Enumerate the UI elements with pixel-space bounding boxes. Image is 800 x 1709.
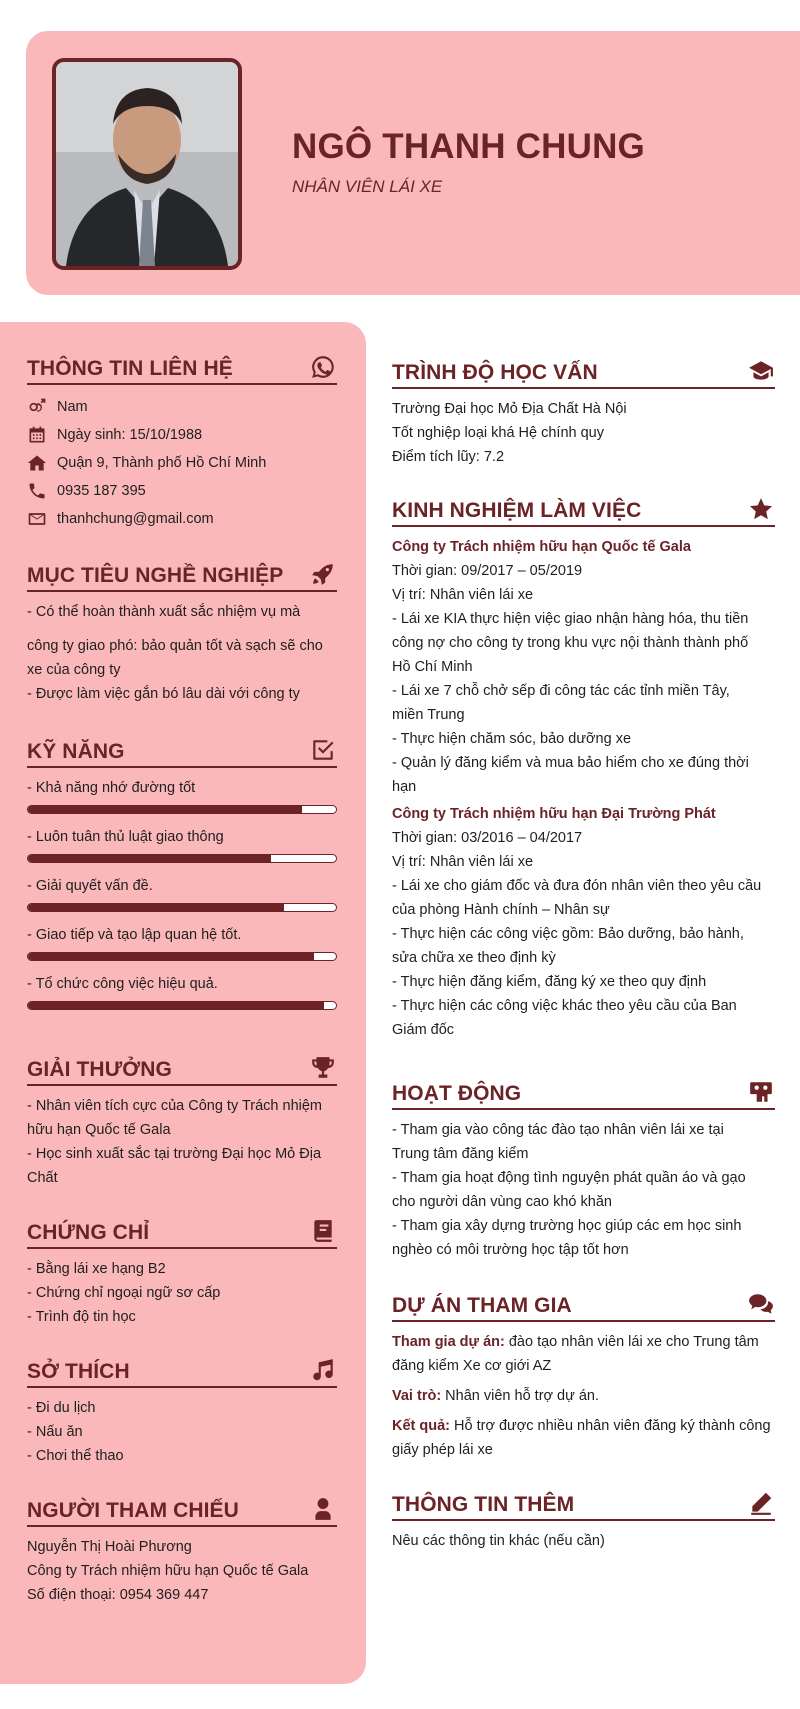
hobby-line: - Chơi thể thao <box>27 1448 124 1464</box>
objective-line: công ty giao phó: bảo quản tốt và sạch sẽ cho xe của công ty <box>27 638 323 678</box>
skill-level-fill <box>28 953 314 960</box>
skill-item <box>27 923 337 961</box>
birthday-text: Ngày sinh: 15/10/1988 <box>57 427 203 443</box>
awards-heading <box>27 1050 337 1086</box>
star-icon <box>747 495 775 523</box>
job-company: Công ty Trách nhiệm hữu hạn Đại Trường Phát <box>392 806 716 822</box>
contact-section <box>27 349 337 533</box>
experience-title: KINH NGHIỆM LÀM VIỆC <box>392 499 642 522</box>
email-text: thanhchung@gmail.com <box>57 511 214 527</box>
certificates-section <box>27 1213 337 1329</box>
phone-icon <box>27 481 53 501</box>
candidate-job-title: NHÂN VIÊN LÁI XE <box>292 177 443 196</box>
reference-line: Công ty Trách nhiệm hữu hạn Quốc tế Gala <box>27 1563 309 1579</box>
skill-level-bar <box>27 805 337 814</box>
skill-item <box>27 874 337 912</box>
experience-section <box>392 491 775 1042</box>
skills-title: KỸ NĂNG <box>27 740 125 763</box>
skill-level-bar <box>27 952 337 961</box>
awards-line: Chất <box>27 1170 58 1186</box>
job-duty-line: - Thực hiện các công việc khác theo yêu cầu của Ban <box>392 998 737 1014</box>
job-company: Công ty Trách nhiệm hữu hạn Quốc tế Gala <box>392 539 691 555</box>
awards-line: - Học sinh xuất sắc tại trường Đại học Mỏ Địa <box>27 1146 322 1162</box>
education-section <box>392 353 775 469</box>
certificate-line: - Chứng chỉ ngoại ngữ sơ cấp <box>27 1285 221 1301</box>
trophy-icon <box>309 1054 337 1082</box>
extra-info-title: THÔNG TIN THÊM <box>392 1493 575 1516</box>
job-position: Vị trí: Nhân viên lái xe <box>392 587 534 603</box>
activity-line: - Tham gia hoạt động tình nguyện phát quần áo và gạo <box>392 1170 746 1186</box>
job-duty-line: Giám đốc <box>392 1022 455 1038</box>
skill-level-bar <box>27 903 337 912</box>
contact-email <box>27 505 337 533</box>
contact-birthday <box>27 421 337 449</box>
reference-section <box>27 1491 337 1607</box>
result-label: Kết quả: <box>392 1418 450 1434</box>
skills-heading <box>27 732 337 768</box>
profile-photo <box>52 58 242 270</box>
people-icon <box>747 1078 775 1106</box>
activities-heading <box>392 1074 775 1110</box>
certificates-title: CHỨNG CHỈ <box>27 1221 150 1244</box>
awards-line: hữu hạn Quốc tế Gala <box>27 1122 171 1138</box>
music-icon <box>309 1356 337 1384</box>
profile-photo-image <box>56 62 238 266</box>
extra-info-heading <box>392 1485 775 1521</box>
certificates-heading <box>27 1213 337 1249</box>
skill-name: - Tổ chức công việc hiệu quả. <box>27 976 218 992</box>
extra-info-text: Nêu các thông tin khác (nếu cần) <box>392 1533 605 1549</box>
skill-level-fill <box>28 855 271 862</box>
job-duty-line: - Thực hiện các công việc gồm: Bảo dưỡng, bảo hành, <box>392 926 744 942</box>
skill-item <box>27 825 337 863</box>
skill-name: - Giải quyết vấn đề. <box>27 878 153 894</box>
projects-title: DỰ ÁN THAM GIA <box>392 1294 572 1317</box>
project-text: đào tạo nhân viên lái xe cho Trung tâm đăng kiểm Xe cơ giới AZ <box>392 1334 759 1374</box>
contact-gender <box>27 393 337 421</box>
skill-level-fill <box>28 806 302 813</box>
objective-heading <box>27 556 337 592</box>
role-text: Nhân viên hỗ trợ dự án. <box>441 1388 600 1404</box>
calendar-icon <box>27 425 53 445</box>
address-text: Quận 9, Thành phố Hồ Chí Minh <box>57 455 267 471</box>
activity-line: cho người dân vùng cao khó khăn <box>392 1194 612 1210</box>
skill-item <box>27 776 337 814</box>
skill-level-fill <box>28 904 284 911</box>
experience-heading <box>392 491 775 527</box>
chat-bubbles-icon <box>747 1290 775 1318</box>
hobbies-title: SỞ THÍCH <box>27 1360 130 1383</box>
role-label: Vai trò: <box>392 1388 442 1404</box>
skill-level-fill <box>28 1002 324 1009</box>
hobbies-heading <box>27 1352 337 1388</box>
skill-level-bar <box>27 854 337 863</box>
pencil-icon <box>747 1489 775 1517</box>
activity-line: nghèo có môi trường học tập tốt hơn <box>392 1242 629 1258</box>
job-duty-line: hạn <box>392 779 417 795</box>
job-duty-line: - Lái xe 7 chỗ chở sếp đi công tác các tỉnh miền Tây, <box>392 683 730 699</box>
book-icon <box>309 1217 337 1245</box>
reference-line: Nguyễn Thị Hoài Phương <box>27 1539 192 1555</box>
project-label: Tham gia dự án: <box>392 1334 505 1350</box>
job-entry <box>392 802 775 1042</box>
job-duty-line: công nợ cho công ty trong khu vực nội thành thành phố <box>392 635 749 651</box>
job-entry <box>392 535 775 799</box>
phone-text: 0935 187 395 <box>57 483 146 499</box>
whatsapp-icon <box>309 353 337 381</box>
education-line: Tốt nghiệp loại khá Hệ chính quy <box>392 425 604 441</box>
contact-title: THÔNG TIN LIÊN HỆ <box>27 357 233 380</box>
objective-title: MỤC TIÊU NGHỀ NGHIỆP <box>27 564 284 587</box>
gender-text: Nam <box>57 399 88 415</box>
candidate-name: NGÔ THANH CHUNG <box>292 127 645 166</box>
job-duty-line: - Lái xe KIA thực hiện việc giao nhận hàng hóa, thu tiền <box>392 611 749 627</box>
job-duty-line: Hồ Chí Minh <box>392 659 473 675</box>
education-heading <box>392 353 775 389</box>
project-result <box>392 1414 775 1462</box>
job-duty-line: của phòng Hành chính – Nhân sự <box>392 902 610 918</box>
gender-icon <box>27 397 53 417</box>
activity-line: - Tham gia xây dựng trường học giúp các em học sinh <box>392 1218 742 1234</box>
job-time: Thời gian: 03/2016 – 04/2017 <box>392 830 583 846</box>
project-role <box>392 1384 775 1408</box>
contact-phone <box>27 477 337 505</box>
project-description <box>392 1330 775 1378</box>
activity-line: Trung tâm đăng kiểm <box>392 1146 529 1162</box>
envelope-icon <box>27 509 53 529</box>
activities-section <box>392 1074 775 1262</box>
skill-level-bar <box>27 1001 337 1010</box>
awards-line: - Nhân viên tích cực của Công ty Trách nhiệm <box>27 1098 323 1114</box>
education-line: Trường Đại học Mỏ Địa Chất Hà Nội <box>392 401 627 417</box>
hobby-line: - Nấu ăn <box>27 1424 83 1440</box>
objective-section <box>27 556 337 706</box>
job-duty-line: - Thực hiện đăng kiểm, đăng ký xe theo quy định <box>392 974 707 990</box>
awards-title: GIẢI THƯỞNG <box>27 1058 172 1081</box>
objective-line: - Có thể hoàn thành xuất sắc nhiệm vụ mà <box>27 604 301 620</box>
hobbies-section <box>27 1352 337 1468</box>
projects-heading <box>392 1286 775 1322</box>
skill-name: - Luôn tuân thủ luật giao thông <box>27 829 224 845</box>
job-duty-line: miền Trung <box>392 707 465 723</box>
skill-name: - Giao tiếp và tạo lập quan hệ tốt. <box>27 927 242 943</box>
reference-title: NGƯỜI THAM CHIẾU <box>27 1499 239 1522</box>
skills-section <box>27 732 337 1021</box>
home-icon <box>27 453 53 473</box>
job-duty-line: - Quản lý đăng kiểm và mua bảo hiểm cho xe đúng thời <box>392 755 749 771</box>
skills-list <box>27 776 337 1010</box>
certificate-line: - Trình độ tin học <box>27 1309 136 1325</box>
education-line: Điểm tích lũy: 7.2 <box>392 449 505 465</box>
result-text: Hỗ trợ được nhiều nhân viên đăng ký thành công giấy phép lái xe <box>392 1418 771 1458</box>
certificate-line: - Bằng lái xe hạng B2 <box>27 1261 166 1277</box>
header-panel <box>26 31 800 295</box>
job-time: Thời gian: 09/2017 – 05/2019 <box>392 563 583 579</box>
graduation-cap-icon <box>747 357 775 385</box>
contact-address <box>27 449 337 477</box>
job-duty-line: - Lái xe cho giám đốc và đưa đón nhân viên theo yêu cầu <box>392 878 762 894</box>
activity-line: - Tham gia vào công tác đào tạo nhân viên lái xe tại <box>392 1122 724 1138</box>
reference-heading <box>27 1491 337 1527</box>
job-duty-line: sửa chữa xe theo định kỳ <box>392 950 556 966</box>
rocket-icon <box>309 560 337 588</box>
activities-title: HOẠT ĐỘNG <box>392 1082 522 1105</box>
reference-line: Số điện thoại: 0954 369 447 <box>27 1587 209 1603</box>
objective-line: - Được làm việc gắn bó lâu dài với công ty <box>27 686 300 702</box>
skill-name: - Khả năng nhớ đường tốt <box>27 780 196 796</box>
projects-section <box>392 1286 775 1462</box>
user-icon <box>309 1495 337 1523</box>
extra-info-section <box>392 1485 775 1553</box>
awards-section <box>27 1050 337 1190</box>
education-title: TRÌNH ĐỘ HỌC VẤN <box>392 361 598 384</box>
skill-item <box>27 972 337 1010</box>
job-duty-line: - Thực hiện chăm sóc, bảo dưỡng xe <box>392 731 632 747</box>
hobby-line: - Đi du lịch <box>27 1400 96 1416</box>
contact-heading <box>27 349 337 385</box>
check-square-icon <box>309 736 337 764</box>
job-position: Vị trí: Nhân viên lái xe <box>392 854 534 870</box>
